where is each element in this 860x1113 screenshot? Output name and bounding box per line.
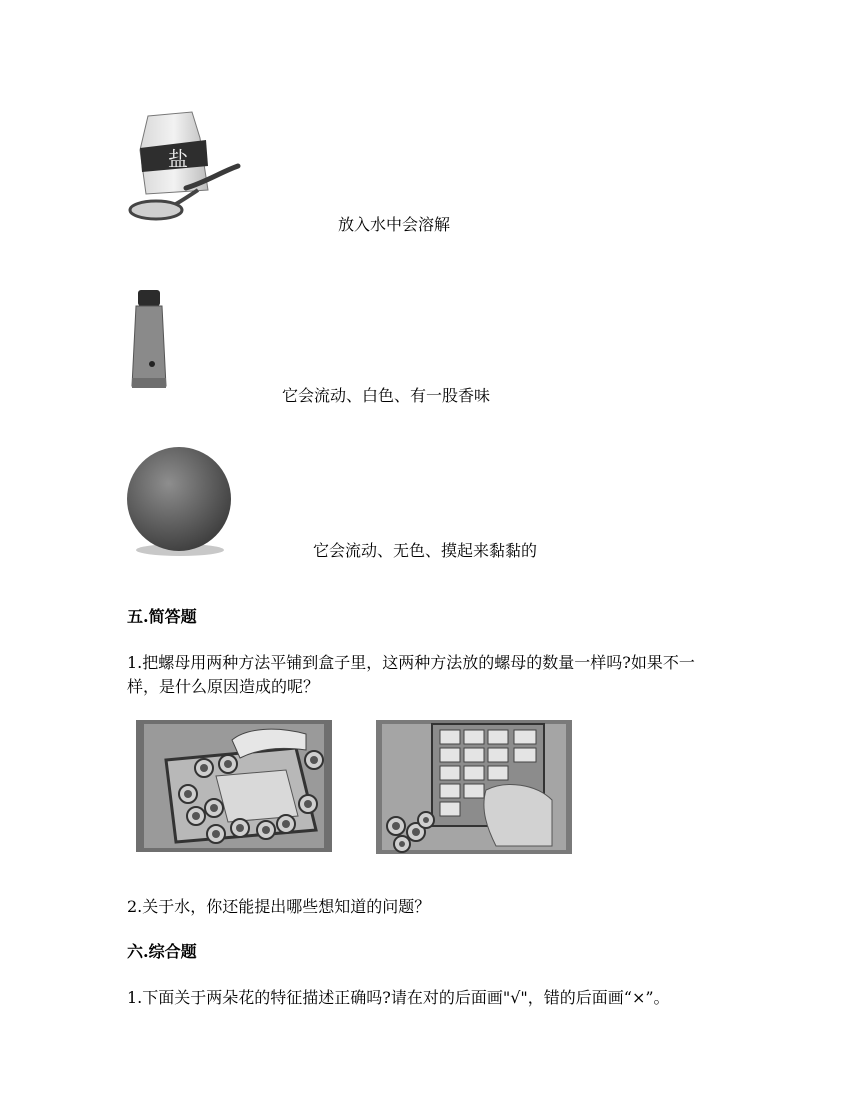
question-text: 1.把螺母用两种方法平铺到盒子里，这两种方法放的螺母的数量一样吗?如果不一 bbox=[127, 653, 695, 672]
item-caption: 它会流动、白色、有一股香味 bbox=[282, 386, 491, 405]
item-caption: 它会流动、无色、摸起来黏黏的 bbox=[313, 541, 538, 560]
section-title: 六.综合题 bbox=[127, 942, 197, 961]
nuts-flat-photo bbox=[136, 720, 332, 852]
salt-label: 盐 bbox=[168, 147, 188, 171]
question-text: 样，是什么原因造成的呢？ bbox=[127, 677, 320, 696]
item-caption: 放入水中会溶解 bbox=[338, 215, 451, 234]
section-title: 五.简答题 bbox=[127, 607, 197, 626]
question-text: 2.关于水，你还能提出哪些想知道的问题？ bbox=[127, 897, 431, 916]
salt-bag-image bbox=[126, 110, 244, 234]
nuts-upright-photo bbox=[376, 720, 572, 854]
question-text: 1.下面关于两朵花的特征描述正确吗?请在对的后面画"√"，错的后面画“×”。 bbox=[127, 988, 670, 1007]
ball-image bbox=[124, 444, 234, 556]
toothpaste-tube-image bbox=[126, 286, 174, 392]
